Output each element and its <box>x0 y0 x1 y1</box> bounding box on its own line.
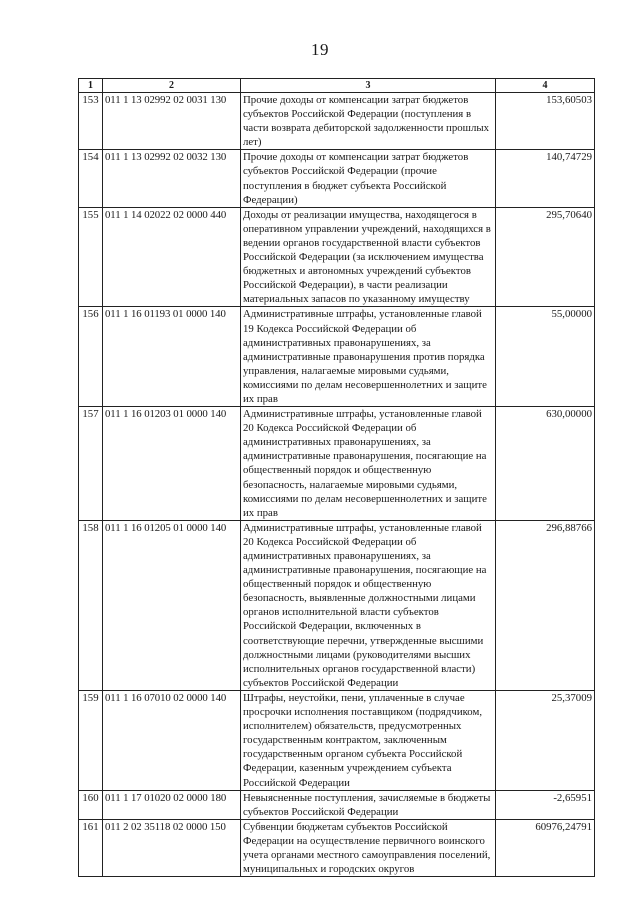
revenue-description: Субвенции бюджетам субъектов Российской Федерации на осуществление первичного воинского учета органами местного самоуправления поселений, муниципальных и городских округов <box>241 819 496 876</box>
table-row <box>79 207 595 307</box>
budget-code: 011 1 13 02992 02 0032 130 <box>103 150 241 207</box>
table-row <box>79 690 595 790</box>
amount-value: -2,65951 <box>496 790 595 819</box>
table-row <box>79 520 595 690</box>
table-row <box>79 93 595 150</box>
amount-value: 153,60503 <box>496 93 595 150</box>
table-row <box>79 790 595 819</box>
revenue-description: Доходы от реализации имущества, находящегося в оперативном управлении учреждений, находящихся в ведении органов государственной власти субъектов Российской Федерации (за исключением имущества бюджетных и автономных учреждений субъектов Российской Федерации), в части реализации материальных запасов по указанному имуществу <box>241 207 496 307</box>
revenue-description: Административные штрафы, установленные главой 20 Кодекса Российской Федерации об административных правонарушениях, за административные правонарушения, посягающие на общественный порядок и общественную безопасность, выявленные должностными лицами органов исполнительной власти субъектов Российской Федерации, включенных в соответствующие перечни, утвержденные высшими должностными лицами (руководителями высших исполнительных органов государственной власти) субъектов Российской Федерации <box>241 520 496 690</box>
amount-value: 55,00000 <box>496 307 595 407</box>
budget-code: 011 1 16 01205 01 0000 140 <box>103 520 241 690</box>
page-number: 19 <box>311 40 329 59</box>
amount-value: 295,70640 <box>496 207 595 307</box>
row-number: 156 <box>79 307 103 407</box>
amount-value: 25,37009 <box>496 690 595 790</box>
row-number: 158 <box>79 520 103 690</box>
amount-value: 60976,24791 <box>496 819 595 876</box>
revenue-description: Прочие доходы от компенсации затрат бюджетов субъектов Российской Федерации (поступления в части возврата дебиторской задолженности прошлых лет) <box>241 93 496 150</box>
revenue-description: Административные штрафы, установленные главой 20 Кодекса Российской Федерации об административных правонарушениях, за административные правонарушения, посягающие на общественный порядок и общественную безопасность, налагаемые мировыми судьями, комиссиями по делам несовершеннолетних и защите их прав <box>241 407 496 521</box>
row-number: 153 <box>79 93 103 150</box>
column-header-3: 3 <box>241 79 496 93</box>
table-row <box>79 307 595 407</box>
row-number: 159 <box>79 690 103 790</box>
budget-code: 011 1 16 01193 01 0000 140 <box>103 307 241 407</box>
budget-code: 011 1 16 07010 02 0000 140 <box>103 690 241 790</box>
column-header-4: 4 <box>496 79 595 93</box>
column-header-2: 2 <box>103 79 241 93</box>
amount-value: 140,74729 <box>496 150 595 207</box>
table-header-row <box>79 79 595 93</box>
row-number: 157 <box>79 407 103 521</box>
budget-code: 011 1 14 02022 02 0000 440 <box>103 207 241 307</box>
table-row <box>79 407 595 521</box>
row-number: 160 <box>79 790 103 819</box>
revenue-description: Административные штрафы, установленные главой 19 Кодекса Российской Федерации об административных правонарушениях, за административные правонарушения против порядка управления, налагаемые мировыми судьями, комиссиями по делам несовершеннолетних и защите их прав <box>241 307 496 407</box>
budget-code: 011 1 16 01203 01 0000 140 <box>103 407 241 521</box>
column-header-1: 1 <box>79 79 103 93</box>
amount-value: 630,00000 <box>496 407 595 521</box>
revenue-description: Прочие доходы от компенсации затрат бюджетов субъектов Российской Федерации (прочие поступления в бюджет субъекта Российской Федерации) <box>241 150 496 207</box>
table-row <box>79 150 595 207</box>
row-number: 154 <box>79 150 103 207</box>
revenue-description: Невыясненные поступления, зачисляемые в бюджеты субъектов Российской Федерации <box>241 790 496 819</box>
row-number: 161 <box>79 819 103 876</box>
revenue-table <box>78 78 595 877</box>
row-number: 155 <box>79 207 103 307</box>
table-row <box>79 819 595 876</box>
revenue-description: Штрафы, неустойки, пени, уплаченные в случае просрочки исполнения поставщиком (подрядчиком, исполнителем) обязательств, предусмотренных государственным контрактом, заключенным государственным органом субъекта Российской Федерации, казенным учреждением субъекта Российской Федерации <box>241 690 496 790</box>
amount-value: 296,88766 <box>496 520 595 690</box>
budget-code: 011 1 17 01020 02 0000 180 <box>103 790 241 819</box>
budget-code: 011 1 13 02992 02 0031 130 <box>103 93 241 150</box>
budget-code: 011 2 02 35118 02 0000 150 <box>103 819 241 876</box>
